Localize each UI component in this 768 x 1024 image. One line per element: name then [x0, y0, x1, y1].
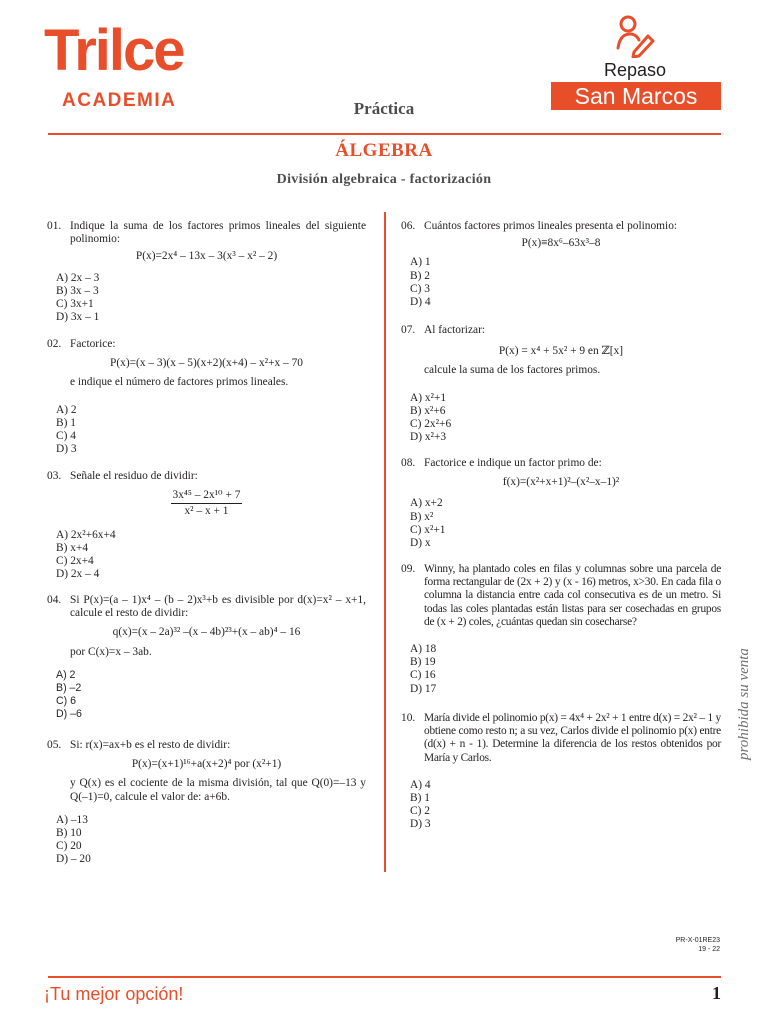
- option-b: B) 19: [410, 656, 436, 669]
- question-05: [47, 739, 366, 867]
- column-divider: [384, 212, 386, 872]
- option-d: D) 3: [56, 443, 77, 456]
- page-title: Práctica: [353, 99, 415, 118]
- fraction-numerator: 3x⁴⁵ – 2x¹⁰ + 7: [171, 489, 243, 504]
- answer-options: [56, 529, 366, 582]
- question-formula: P(x) = x⁴ + 5x² + 9 en ℤ[x]: [498, 345, 624, 358]
- question-10: [401, 712, 721, 832]
- question-text: Cuántos factores primos lineales presenta el polinomio:: [424, 220, 678, 232]
- option-c: C) 20: [56, 840, 82, 853]
- person-pencil-icon: [614, 14, 658, 58]
- answer-options: [410, 392, 721, 445]
- option-a: A) 18: [410, 643, 437, 656]
- question-formula: f(x)=(x²+x+1)²–(x²–x–1)²: [502, 476, 620, 489]
- question-08: [401, 457, 721, 550]
- option-d: D) – 20: [56, 853, 91, 866]
- option-d: D) 2x – 4: [56, 568, 100, 581]
- question-number: 08.: [401, 457, 416, 469]
- option-b: B) x²: [410, 510, 434, 523]
- subject-title: ÁLGEBRA: [335, 140, 433, 161]
- question-text: María divide el polinomio p(x) = 4x⁴ + 2x² + 1 entre d(x) = 2x² – 1 y obtiene como resto n; a su vez, Carlos divide el polinomio p(x) entre (d(x) + n - 1). Determine la diferencia de los restos obtenidos por María y Carlos.: [424, 712, 721, 764]
- question-text: Indique la suma de los factores primos lineales del siguiente polinomio:: [70, 220, 366, 246]
- question-number: 06.: [401, 220, 416, 232]
- option-c: C) 6: [56, 695, 77, 708]
- page-number: 1: [712, 983, 721, 1003]
- option-b: B) x+4: [56, 541, 89, 554]
- answer-options: [410, 779, 721, 832]
- question-text: Factorice:: [70, 338, 116, 350]
- repaso-label: Repaso: [604, 60, 667, 80]
- option-c: C) 16: [410, 669, 436, 682]
- question-number: 03.: [47, 470, 62, 482]
- option-d: D) x²+3: [410, 431, 447, 444]
- option-a: A) 2: [56, 668, 76, 681]
- question-text-continued: por C(x)=x – 3ab.: [70, 645, 152, 658]
- answer-options: [56, 404, 366, 457]
- question-formula: q(x)=(x – 2a)³² –(x – 4b)²³+(x – ab)⁴ – 16: [112, 626, 301, 639]
- option-d: D) 3: [410, 818, 431, 831]
- option-a: A) x+2: [410, 497, 443, 510]
- footer-slogan: ¡Tu mejor opción!: [44, 984, 184, 1004]
- question-06: [401, 220, 721, 309]
- answer-options: [56, 272, 366, 325]
- option-a: A) 2x – 3: [56, 271, 100, 284]
- question-number: 04.: [47, 594, 62, 606]
- option-a: A) 4: [410, 778, 431, 791]
- question-formula: P(x)≡8x⁶–63x³–8: [521, 237, 601, 250]
- academia-logo-text: ACADEMIA: [62, 90, 177, 111]
- option-c: C) 2: [410, 805, 430, 818]
- question-formula: P(x)=2x⁴ – 13x – 3(x³ – x² – 2): [135, 250, 278, 263]
- san-marcos-badge: San Marcos: [551, 82, 721, 110]
- question-text: Si: r(x)=ax+b es el resto de dividir:: [70, 739, 231, 751]
- option-c: C) 2x+4: [56, 554, 94, 567]
- option-d: D) 17: [410, 682, 437, 695]
- trilce-logo: Trilce: [44, 18, 184, 83]
- option-c: C) 3x+1: [56, 297, 94, 310]
- question-text: Señale el residuo de dividir:: [70, 470, 198, 482]
- option-b: B) 2: [410, 269, 430, 282]
- answer-options: [56, 669, 366, 722]
- option-b: B) –2: [56, 682, 82, 694]
- footer-divider: [48, 976, 721, 978]
- option-a: A) 2x²+6x+4: [56, 528, 116, 541]
- option-b: B) x²+6: [410, 404, 446, 417]
- question-04: [47, 594, 366, 722]
- question-number: 09.: [401, 563, 416, 575]
- answer-options: [410, 643, 721, 696]
- option-b: B) 1: [56, 416, 76, 429]
- question-07: [401, 324, 721, 444]
- question-03: [47, 470, 366, 581]
- option-d: D) 4: [410, 295, 431, 308]
- option-b: B) 1: [410, 792, 430, 804]
- option-b: B) 10: [56, 827, 82, 839]
- code-line-1: PR-X-01RE23: [675, 937, 720, 944]
- option-a: A) x²+1: [410, 391, 447, 404]
- question-text: Factorice e indique un factor primo de:: [424, 457, 602, 469]
- option-c: C) 4: [56, 429, 76, 442]
- option-a: A) 1: [410, 256, 431, 269]
- question-text: Si P(x)=(a – 1)x⁴ – (b – 2)x³+b es divisible por d(x)=x² – x+1, calcule el resto de dividir:: [70, 594, 366, 620]
- question-text: Winny, ha plantado coles en filas y columnas sobre una parcela de forma rectangular de (2x + 2) y (x - 16) metros, x>30. En cada fila o columna la distancia entre cada col consecutiva es de un metro. Si todas las coles plantadas están listas para ser cosechadas en grupos de (x + 2) coles, ¿cuántas quedan sin cosecharse?: [424, 563, 721, 628]
- question-text-continued: calcule la suma de los factores primos.: [424, 364, 601, 377]
- fraction-formula: [47, 489, 366, 518]
- answer-options: [56, 814, 366, 867]
- side-note: prohibida su venta: [736, 648, 752, 760]
- question-number: 02.: [47, 338, 62, 350]
- document-code: [676, 936, 720, 954]
- option-d: D) –6: [56, 708, 82, 721]
- question-formula: P(x)=(x – 3)(x – 5)(x+2)(x+4) – x²+x – 70: [110, 357, 303, 370]
- question-number: 05.: [47, 739, 62, 751]
- option-c: C) x²+1: [410, 523, 446, 536]
- option-a: A) 2: [56, 403, 77, 416]
- answer-options: [410, 256, 721, 309]
- header-divider: [48, 133, 721, 135]
- question-09: [401, 563, 721, 696]
- question-01: [47, 220, 366, 324]
- option-c: C) 3: [410, 282, 430, 295]
- option-d: D) 3x – 1: [56, 311, 100, 324]
- question-text-continued: e indique el número de factores primos lineales.: [70, 376, 289, 389]
- question-number: 01.: [47, 220, 62, 232]
- question-number: 10.: [401, 712, 416, 724]
- question-formula: P(x)=(x+1)¹⁶+a(x+2)⁴ por (x²+1): [131, 758, 282, 771]
- code-line-2: 19 - 22: [698, 946, 720, 953]
- fraction-denominator: x² – x + 1: [184, 505, 229, 518]
- question-text-continued: y Q(x) es el cociente de la misma división, tal que Q(0)=–13 y Q(–1)=0, calcule el valor de: a+6b.: [70, 777, 366, 803]
- topic-subtitle: División algebraica - factorización: [276, 172, 492, 187]
- option-b: B) 3x – 3: [56, 284, 99, 297]
- option-a: A) –13: [56, 813, 88, 826]
- question-number: 07.: [401, 324, 416, 336]
- option-d: D) x: [410, 536, 431, 549]
- option-c: C) 2x²+6: [410, 417, 452, 430]
- answer-options: [410, 497, 721, 550]
- question-02: [47, 338, 366, 456]
- question-text: Al factorizar:: [424, 324, 486, 336]
